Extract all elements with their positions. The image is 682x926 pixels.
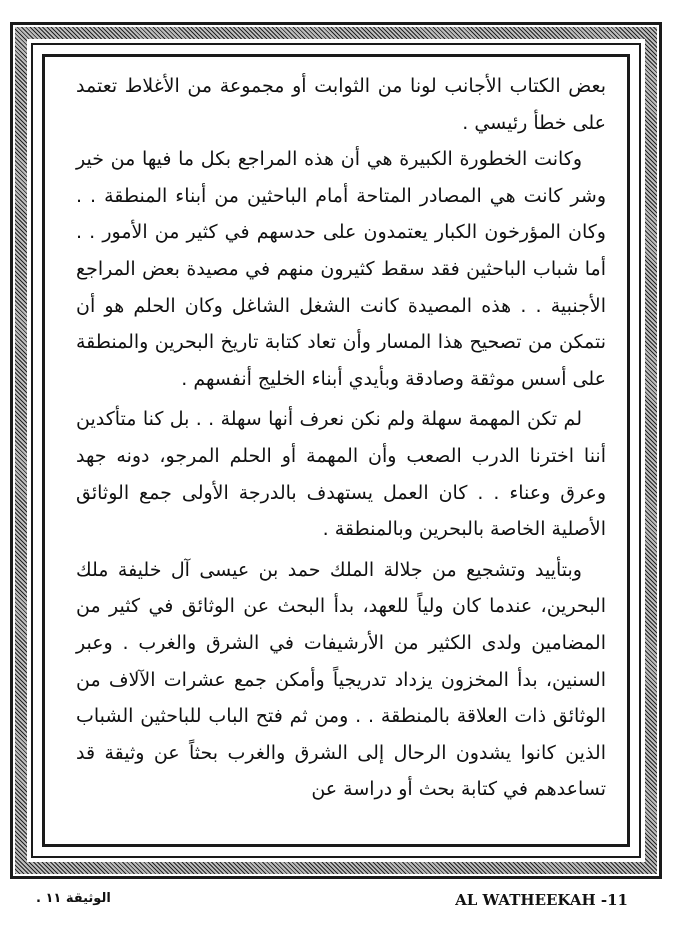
paragraph-2: وكانت الخطورة الكبيرة هي أن هذه المراجع بكل ما فيها من خير وشر كانت هي المصادر المتاحة أمام الباحثين من أبناء المنطقة . . وكان المؤرخون الكبار يعتمدون على حدسهم في كثير من الأمور . . أما شباب الباحثين فقد سقط كثيرون منهم في مصيدة بعض المراجع الأجنبية . . هذه المصيدة كانت الشغل الشاغل وكان الحلم هو أن نتمكن من تصحيح هذا المسار وأن تعاد كتابة تاريخ البحرين والمنطقة على أسس موثقة وصادقة وبأيدي أبناء الخليج أنفسهم . bbox=[76, 148, 606, 390]
footer-arabic-title: الوثيقة ١١ . bbox=[36, 891, 111, 906]
footer-english-title: AL WATHEEKAH -11 bbox=[455, 891, 628, 909]
paragraph-4: وبتأييد وتشجيع من جلالة الملك حمد بن عيسى آل خليفة ملك البحرين، عندما كان ولياً للعهد، بدأ البحث عن الوثائق في كثير من المضامين ولدى الكثير من الأرشيفات في الشرق والغرب . وعبر السنين، بدأ المخزون يزداد تدريجياً وأمكن جمع عشرات الآلاف من الوثائق ذات العلاقة بالمنطقة . . ومن ثم فتح الباب للباحثين الشباب الذين كانوا يشدون الرحال إلى الشرق والغرب بحثاً عن وثيقة قد تساعدهم في كتابة بحث أو دراسة عن bbox=[76, 558, 606, 801]
paragraph-1: بعض الكتاب الأجانب لونا من الثوابت أو مجموعة من الأغلاط تعتمد على خطأ رئيسي . bbox=[76, 75, 606, 134]
paragraph-3: لم تكن المهمة سهلة ولم نكن نعرف أنها سهلة . . بل كنا متأكدين أننا اخترنا الدرب الصعب وأن المهمة أو الحلم المرجو، دونه جهد وعرق وعناء . . كان العمل يستهدف بالدرجة الأولى جمع الوثائق الأصلية الخاصة بالبحرين وبالمنطقة . bbox=[76, 408, 606, 541]
article-body bbox=[76, 68, 606, 808]
